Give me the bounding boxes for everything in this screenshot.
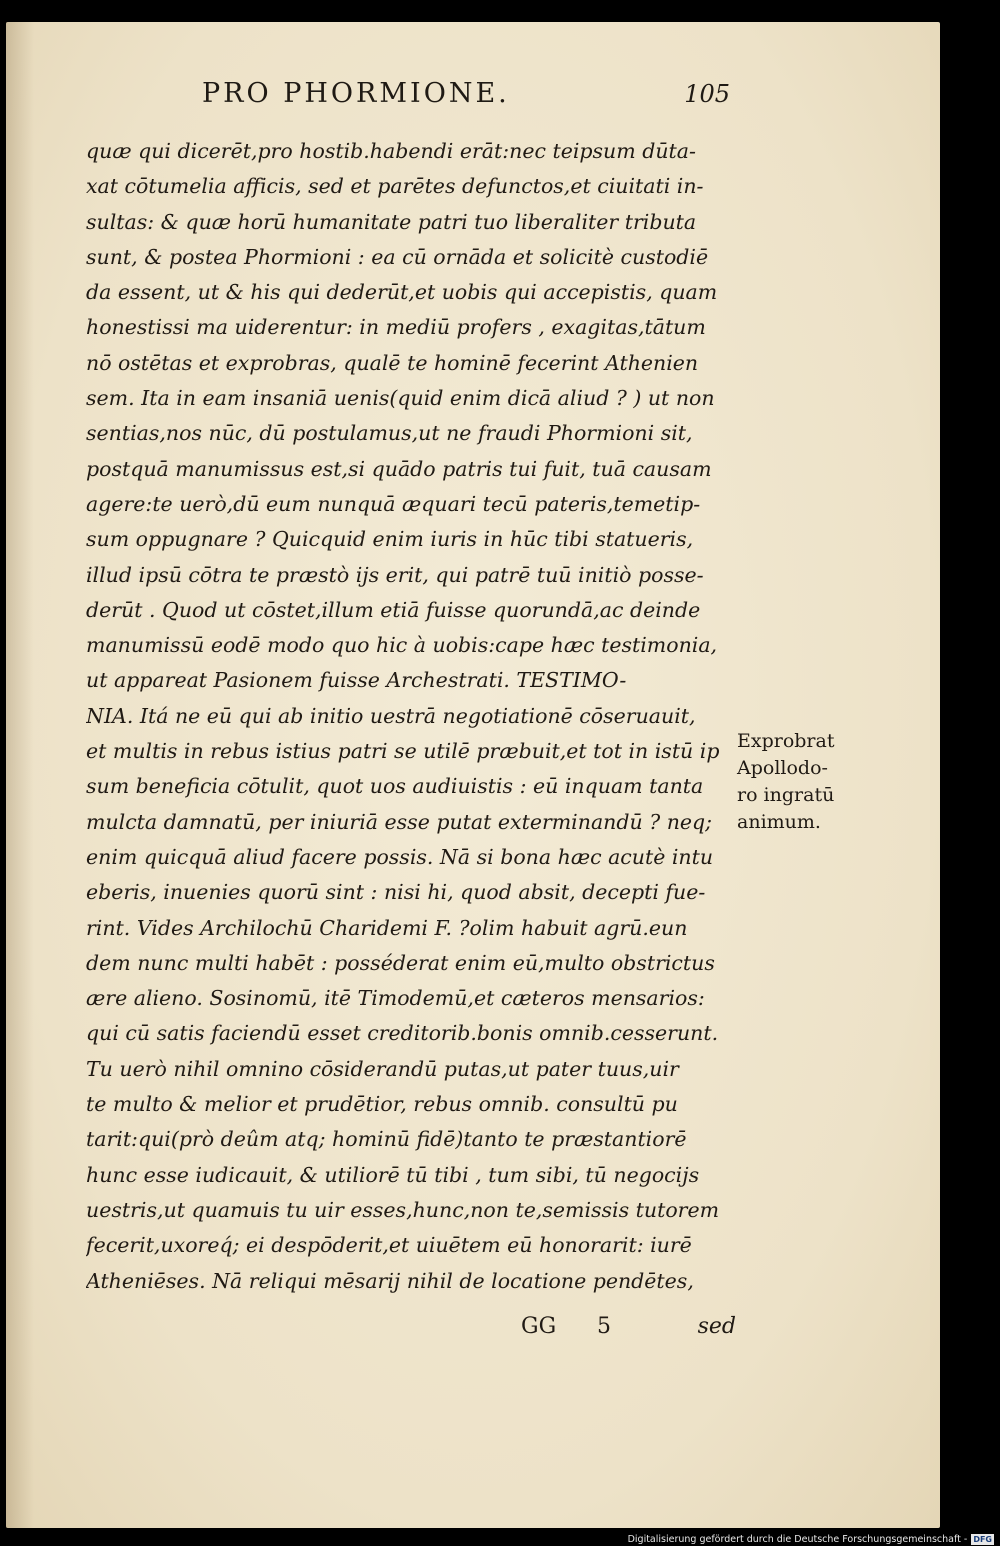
text-line: sem. Ita in eam insaniā uenis(quid enim dicā aliud ? ) ut non	[86, 386, 715, 411]
marginal-note	[737, 728, 887, 836]
text-line: ut appareat Pasionem fuisse Archestrati. TESTIMO-	[86, 668, 627, 693]
text-line: derūt . Quod ut cōstet,illum etiā fuisse quorundā,ac deinde	[86, 597, 701, 622]
text-line: honestissi ma uiderentur: in mediū profers , exagitas,tātum	[86, 315, 706, 340]
credit-text: Digitalisierung gefördert durch die Deutsche Forschungsgemeinschaft -	[627, 1534, 968, 1545]
book-page	[6, 22, 940, 1528]
text-line: Atheniēses. Nā reliqui mēsarij nihil de locatione pendētes,	[86, 1268, 694, 1293]
marginal-note-line: ro ingratū	[737, 784, 835, 806]
signature-line	[521, 1314, 736, 1350]
text-line: et multis in rebus istius patri se utilē præbuit,et tot in istū ip	[86, 739, 720, 764]
signature-number: 5	[597, 1314, 611, 1339]
text-line: rint. Vides Archilochū Charidemi F. ?olim habuit agrū.eun	[86, 915, 688, 940]
text-line: manumissū eodē modo quo hic à uobis:cape hæc testimonia,	[86, 633, 718, 658]
body-text	[86, 134, 736, 1299]
catchword: sed	[697, 1314, 736, 1339]
text-line: NIA. Itá ne eū qui ab initio uestrā negotiationē cōseruauit,	[86, 703, 696, 728]
text-line: sultas: & quæ horū humanitate patri tuo liberaliter tributa	[86, 209, 697, 234]
text-line: sum beneficia cōtulit, quot uos audiuistis : eū inquam tanta	[86, 774, 704, 799]
text-line: da essent, ut & his qui dederūt,et uobis qui accepistis, quam	[86, 280, 718, 305]
marginal-note-line: animum.	[737, 811, 821, 833]
text-line: xat cōtumelia afficis, sed et parētes defunctos,et ciuitati in-	[86, 174, 704, 199]
text-line: te multo & melior et prudētior, rebus omnib. consultū pu	[86, 1092, 678, 1117]
text-line: nō ostētas et exprobras, qualē te hominē fecerint Athenien	[86, 350, 699, 375]
digitization-credit	[628, 1533, 994, 1546]
text-line: sunt, & postea Phormioni : ea cū ornāda et solicitè custodiē	[86, 244, 709, 269]
text-line: fecerit,uxoreq́; ei despōderit,et uiuētem eū honorarit: iurē	[86, 1233, 692, 1258]
text-line: quæ qui dicerēt,pro hostib.habendi erāt:nec teipsum dūta-	[86, 139, 696, 163]
text-line: dem nunc multi habēt : posséderat enim eū,multo obstrictus	[86, 950, 715, 975]
page-number: 105	[684, 80, 730, 108]
page-header	[202, 78, 732, 118]
text-line: tarit:qui(prò deûm atq; hominū fidē)tanto te præstantiorē	[86, 1127, 687, 1152]
text-line: mulcta damnatū, per iniuriā esse putat exterminandū ? neq;	[86, 809, 713, 834]
marginal-note-line: Exprobrat	[737, 730, 835, 752]
text-line: hunc esse iudicauit, & utiliorē tū tibi , tum sibi, tū negocijs	[86, 1162, 700, 1187]
text-line: qui cū satis faciendū esset creditorib.bonis omnib.cesserunt.	[86, 1021, 719, 1046]
text-line: eberis, inuenies quorū sint : nisi hi, quod absit, decepti fue-	[86, 880, 706, 905]
text-line: sum oppugnare ? Quicquid enim iuris in hūc tibi statueris,	[86, 527, 694, 552]
marginal-note-line: Apollodo-	[737, 757, 828, 779]
dfg-logo-icon: DFG	[973, 1535, 992, 1544]
text-line: uestris,ut quamuis tu uir esses,hunc,non te,semissis tutorem	[86, 1197, 720, 1222]
text-line: enim quicquā aliud facere possis. Nā si bona hæc acutè intu	[86, 844, 714, 869]
signature-mark: GG	[521, 1314, 557, 1339]
text-line: illud ipsū cōtra te præstò ijs erit, qui patrē tuū initiò posse-	[86, 562, 704, 587]
text-line: agere:te uerò,dū eum nunquā æquari tecū pateris,temetip-	[86, 491, 701, 516]
text-line: sentias,nos nūc, dū postulamus,ut ne fraudi Phormioni sit,	[86, 421, 693, 446]
text-line: Tu uerò nihil omnino cōsiderandū putas,ut pater tuus,uir	[86, 1056, 679, 1081]
text-line: postquā manumissus est,si quādo patris tui fuit, tuā causam	[86, 456, 712, 481]
text-line: ære alieno. Sosinomū, itē Timodemū,et cæteros mensarios:	[86, 986, 705, 1011]
running-title: PRO PHORMIONE.	[202, 78, 510, 109]
